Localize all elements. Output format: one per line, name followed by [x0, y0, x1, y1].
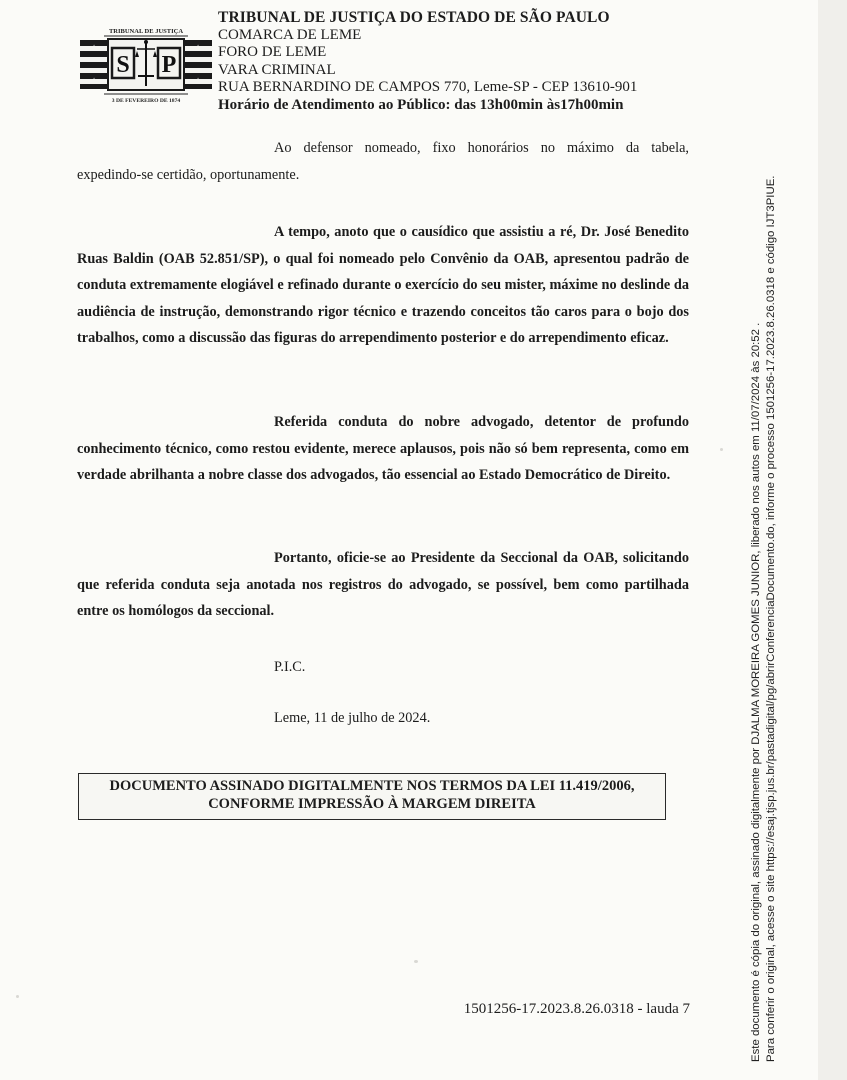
court-header: [218, 9, 718, 115]
logo-letter-p: P: [161, 52, 177, 78]
header-line-foro: FORO DE LEME: [218, 44, 327, 61]
paragraph-order: [77, 545, 689, 625]
process-page-number: 1501256-17.2023.8.26.0318 - lauda 7: [463, 1001, 690, 1017]
star-icon: ★: [193, 76, 203, 86]
court-name: TRIBUNAL DE JUSTIÇA DO ESTADO DE SÃO PAULO: [218, 9, 610, 26]
paragraph-fees: [77, 135, 689, 188]
paragraph-order-text: Portanto, oficie-se ao Presidente da Seccional da OAB, solicitando que referida conduta seja anotada nos registros do advogado, se possível, bem como partilhada entre os homólogos da seccional.: [77, 550, 689, 620]
star-icon: ★: [89, 76, 99, 86]
paragraph-conduct-text: Referida conduta do nobre advogado, detentor de profundo conhecimento técnico, como restou evidente, merece aplausos, pois não só bem representa, como em verdade abrilhanta a nobre classe dos advogados, tão essencial ao Estado Democrático de Direito.: [77, 414, 689, 484]
margin-authentication-note: [749, 132, 779, 1062]
paragraph-fees-text: Ao defensor nomeado, fixo honorários no máximo da tabela, expedindo-se certidão, oportunamente.: [77, 140, 689, 183]
scan-speck: [16, 995, 19, 998]
paragraph-conduct: [77, 409, 689, 489]
place-date: Leme, 11 de julho de 2024.: [274, 710, 431, 726]
logo-top-text: TRIBUNAL DE JUSTIÇA: [108, 28, 184, 35]
header-line-vara: VARA CRIMINAL: [218, 61, 336, 78]
paragraph-praise-text: A tempo, anoto que o causídico que assistiu a ré, Dr. José Benedito Ruas Baldin (OAB 52.851/SP), o qual foi nomeado pelo Convênio da OAB, apresentou padrão de conduta extremamente elogiável e refinado durante o exercício do seu mister, máxime no deslinde da audiência de instrução, demonstrando rigor técnico e trazendo conceitos tão caros para o bojo dos trabalhos, como a discussão das figuras do arrependimento posterior e do arrependimento eficaz.: [77, 224, 689, 347]
header-line-comarca: COMARCA DE LEME: [218, 26, 362, 43]
star-icon: ★: [89, 43, 99, 53]
court-seal-logo: [78, 24, 214, 104]
scan-speck: [414, 960, 418, 963]
scan-speck: [720, 448, 723, 451]
signature-line-1: DOCUMENTO ASSINADO DIGITALMENTE NOS TERMOS DA LEI 11.419/2006,: [109, 778, 635, 794]
pic-note: P.I.C.: [274, 659, 306, 675]
logo-letter-s: S: [116, 52, 130, 78]
margin-note-line-1: Este documento é cópia do original, assinado digitalmente por DJALMA MOREIRA GOMES JUNIOR, liberado nos autos em 11/07/2024 às 20:52 .: [750, 322, 762, 1062]
paragraph-praise: [77, 219, 689, 352]
signature-line-2: CONFORME IMPRESSÃO À MARGEM DIREITA: [208, 796, 536, 812]
scan-edge: [818, 0, 847, 1080]
digital-signature-box: [78, 773, 666, 820]
logo-bottom-text: 3 DE FEVEREIRO DE 1874: [111, 98, 181, 104]
star-icon: ★: [193, 43, 203, 53]
margin-note-line-2: Para conferir o original, acesse o site https://esaj.tjsp.jus.br/pastadigital/pg/abrirConferenciaDocumento.do, informe o processo 1501256-17.2023.8.26.0318 e código IJT3PIUE.: [765, 175, 777, 1062]
header-line-address: RUA BERNARDINO DE CAMPOS 770, Leme-SP - CEP 13610-901: [218, 79, 638, 96]
opening-hours: Horário de Atendimento ao Público: das 13h00min às17h00min: [218, 96, 624, 113]
